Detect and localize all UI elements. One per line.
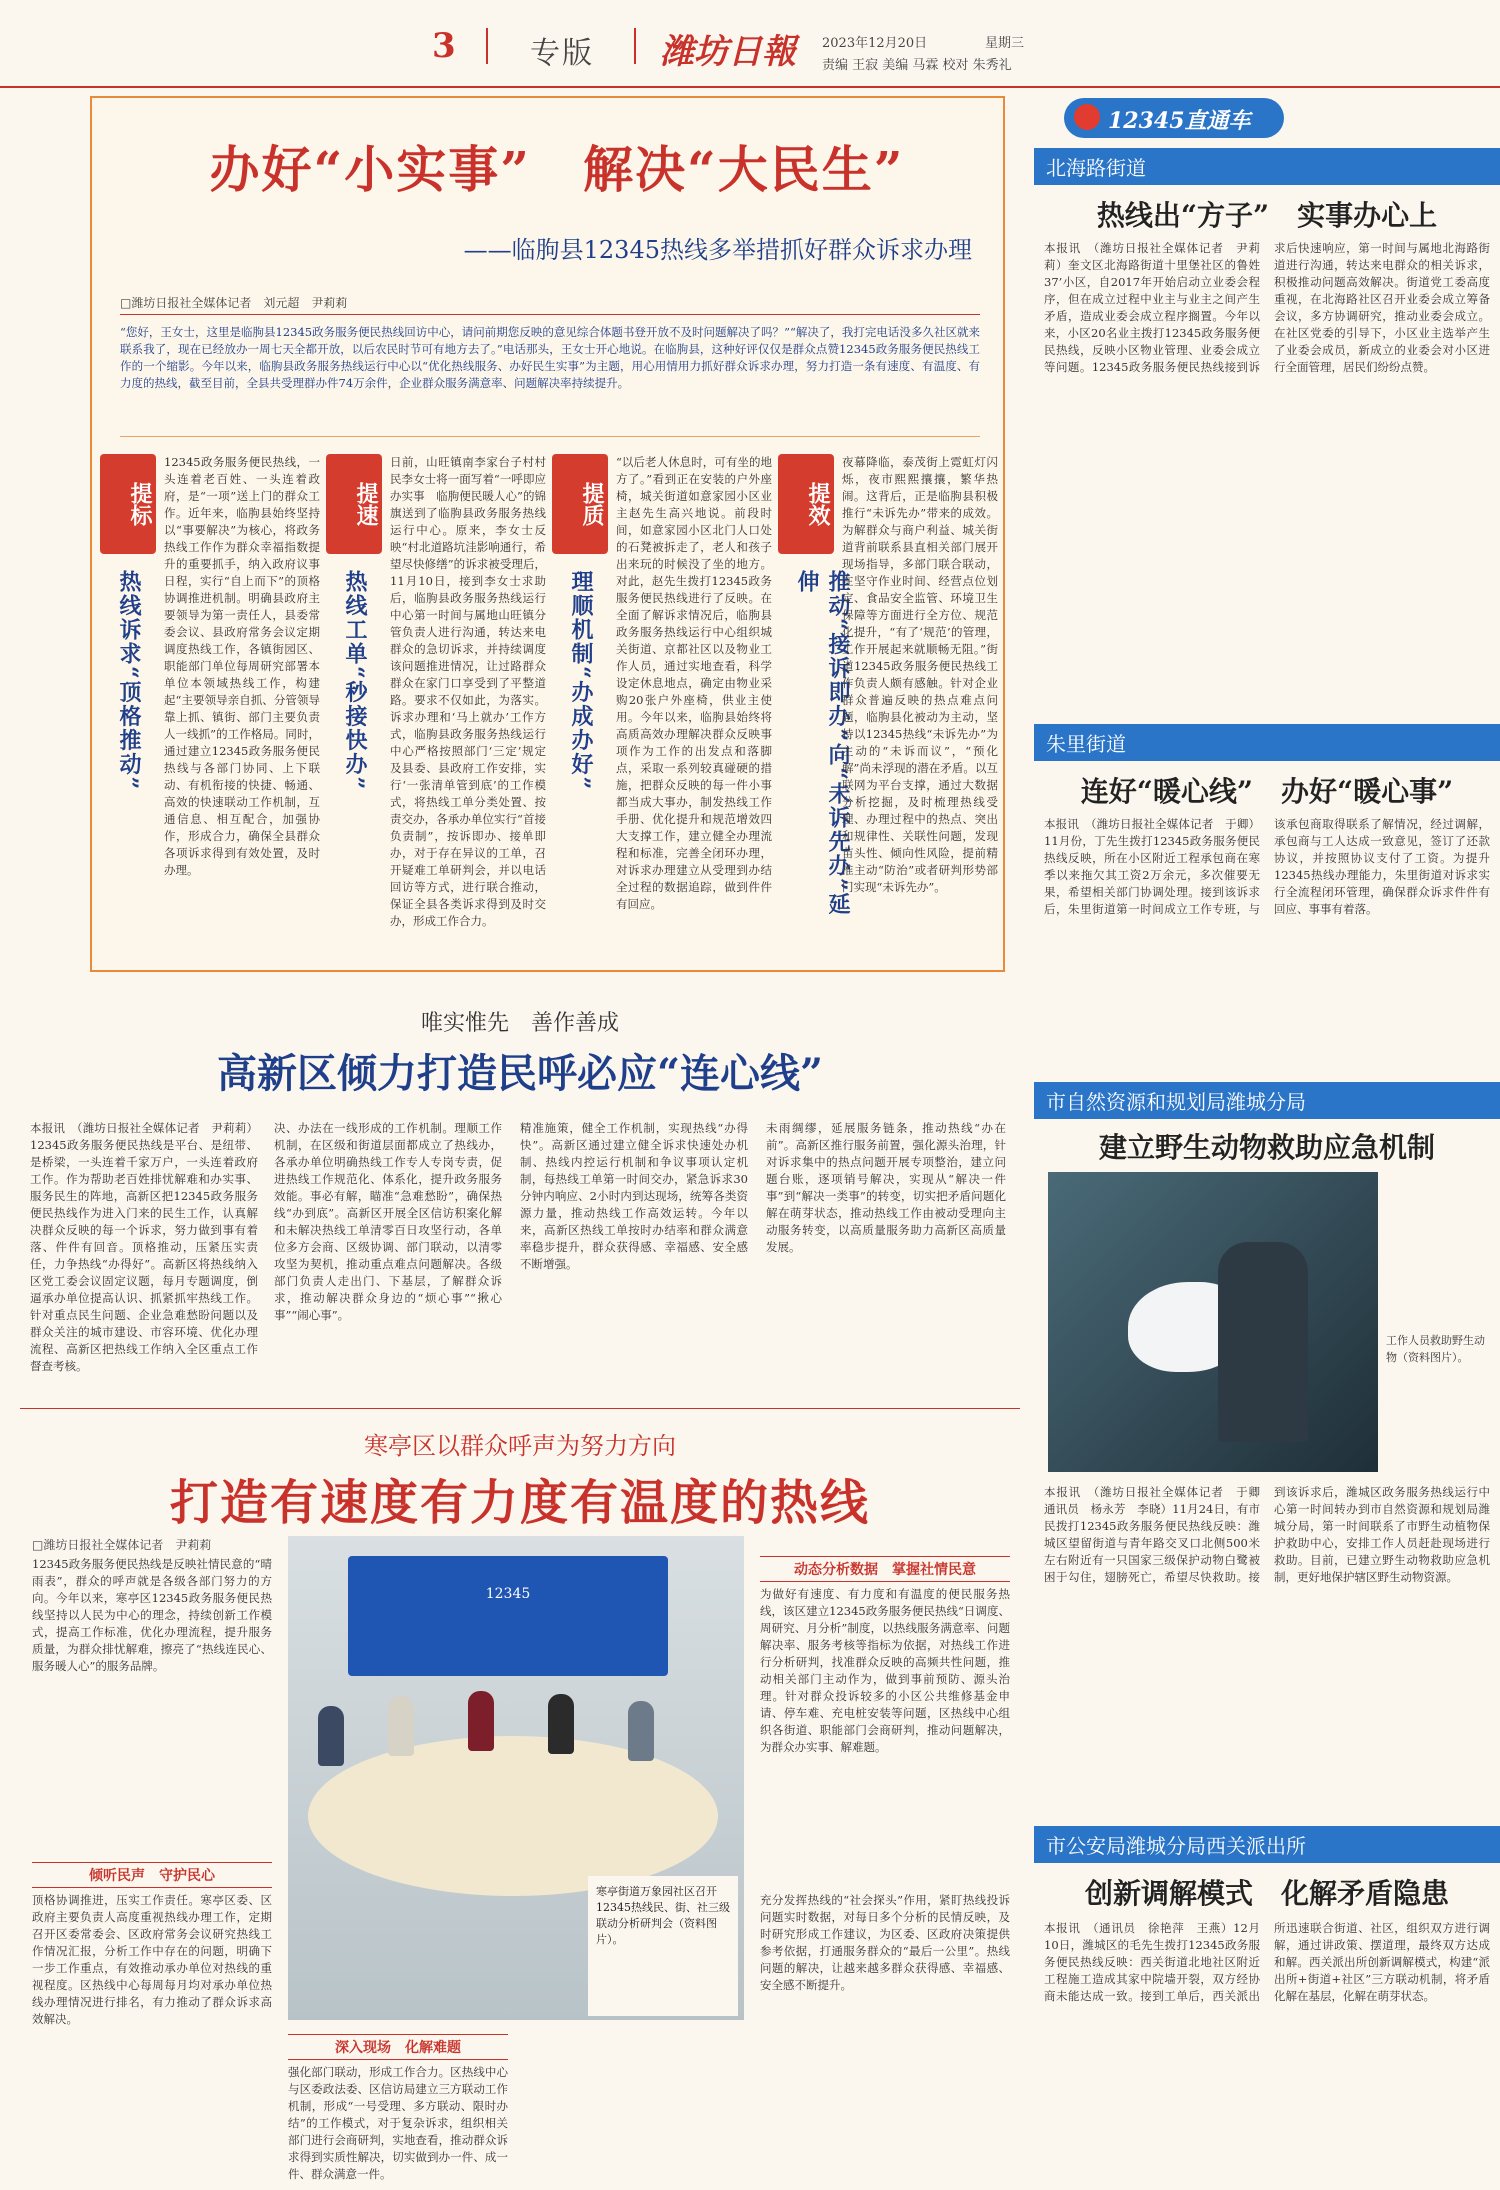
- story-title: 建立野生动物救助应急机制: [1098, 1131, 1435, 1164]
- tag-column-4: [778, 454, 1000, 964]
- story-body: 本报讯 （潍坊日报社全媒体记者 于卿 通讯员 杨永芳 李晓）11月24日，有市民拨打12345政务服务便民热线反映：潍城区望留街道与青年路交叉口北侧500米左右附近有一只国家三级保护动物白鹭被困于勾住，翅膀死亡，希望尽快救助。接到该诉求后，潍城区政务服务热线运行中心第一时间转办到市自然资源和规划局潍城分局，第一时间联系了市野生动植物保护救助中心，安排工作人员赶赴现场进行救助。目前，已建立野生动物救助应急机制，更好地保护辖区野生动物资源。: [1044, 1485, 1490, 1584]
- story-district: 朱里街道: [1034, 724, 1500, 761]
- issue-date: 2023年12月20日: [822, 36, 928, 51]
- meeting-table: [308, 1736, 718, 1896]
- article-byline: □潍坊日报社全媒体记者 刘元超 尹莉莉: [120, 296, 348, 310]
- person: [628, 1701, 654, 1761]
- article-column: 决、办法在一线形成的工作机制。理顺工作机制，在区级和街道层面都成立了热线办，各承办单位明确热线工作专人专岗专责，促进热线工作规范化、体系化，提升政务服务效能。事必有解，瞄准“急难愁盼”，确保热线“办到底”。高新区开展全区信访积案化解和未解决热线工单清零百日攻坚行动，各单位多方会商、区级协调、部门联动，以清零攻坚为契机，推动重点难点问题解决。各级部门负责人走出门、下基层，了解群众诉求，推动解决群众身边的“烦心事”“揪心事”“闹心事”。: [274, 1121, 502, 1322]
- article-gaoxin: [20, 990, 1020, 1410]
- article-title: 打造有速度有力度有温度的热线: [169, 1475, 870, 1531]
- tag-column-1: [100, 454, 322, 964]
- article-byline: □潍坊日报社全媒体记者 尹莉莉: [32, 1538, 212, 1552]
- article-lead: “您好，王女士，这里是临朐县12345政务服务便民热线回访中心，请问前期您反映的意见综合体题书登开放不及时问题解决了吗？”“解决了，我打完电话没多久社区就来联系我了，现在已经放办一周七天全都开放，以后农民时节可有地方去了。”电话那头，王女士开心地说。在临朐县，这种好评仅仅是群众点赞12345政务服务便民热线工作的一个缩影。今年以来，临朐县政务服务热线运行中心以“优化热线服务、办好民生实事”为主题，用心用情用力抓好群众诉求办理，努力打造一条有速度、有温度、有力度的热线，截至目前，全县共受理群办件74万余件，企业群众服务满意率、问题解决率持续提升。: [120, 325, 980, 390]
- story-body: 本报讯 （通讯员 徐艳萍 王燕）12月10日，潍城区的毛先生拨打12345政务服务便民热线反映：西关街道北地社区附近工程施工造成其家中院墙开裂，双方经协商未能达成一致。接到工单后，西关派出所迅速联合街道、社区，组织双方进行调解，通过讲政策、摆道理，最终双方达成和解。西关派出所创新调解模式，构建“派出所+街道+社区”三方联动机制，将矛盾化解在基层，化解在萌芽状态。: [1044, 1921, 1490, 2003]
- tag-column-3: [552, 454, 774, 964]
- paper-logo: 潍坊日報: [660, 32, 796, 72]
- tag-body: 12345政务服务便民热线，一头连着老百姓、一头连着政府，是“一项”送上门的群众工作。近年来，临朐县始终坚持以“事要解决”为核心，将政务热线工作作为群众幸福指数提升的重要抓手，纳入政府议事日程，实行“自上而下”的顶格协调推进机制。明确县政府主要领导为第一责任人，县委常委会议、县政府常务会议定期调度热线工作，各镇街园区、职能部门单位每周研究部署本单位本领域热线工作，构建起“主要领导亲自抓、分管领导靠上抓、镇街、部门主要负责人一线抓”的工作格局。同时，通过建立12345政务服务便民热线与各部门协同、上下联动、有机衔接的快捷、畅通、高效的快速联动工作机制，互通信息、相互配合，加强协作，形成合力，确保全县群众各项诉求得到有效处置，及时办理。: [164, 455, 320, 877]
- article-subtitle: ——临朐县12345热线多举措抓好群众诉求办理: [463, 236, 972, 264]
- tag-body: 夜幕降临，泰茂街上霓虹灯闪烁，夜市熙熙攘攘，繁华热闹。这背后，正是临朐县积极推行“未诉先办”带来的成效。为解群众与商户利益、城关街道背前联系县直相关部门展开现场指导，多部门联合联动，在坚守作业时间、经营点位划定、食品安全监管、环境卫生保障等方面进行全方位、规范化提升，“有了‘规范’的管理，工作开展起来就顺畅无阻。”街道12345政务服务便民热线工作负责人颇有感触。针对企业群众普遍反映的热点难点问题，临朐县化被动为主动，坚持以12345热线“未诉先办”为主动的“未诉而议”，“预化解”尚未浮现的潜在矛盾。以互联网为平台支撑，通过大数据分析挖掘，及时梳理热线受理、办理过程中的热点、突出和规律性、关联性问题，发现苗头性、倾向性风险，提前精准主动“防治”或者研判形势部门实现“未诉先办”。: [842, 455, 998, 894]
- tag-heading: 热线诉求“顶格推动”: [116, 570, 142, 792]
- page-number: 3: [432, 26, 456, 66]
- divider: [120, 314, 980, 315]
- meeting-photo: [288, 1536, 744, 2020]
- divider: [486, 28, 488, 64]
- photo-caption: 寒亭街道万象园社区召开12345热线民、街、社三级联动分析研判会（资料图片）。: [588, 1876, 738, 2016]
- tag-label: 提速: [326, 454, 382, 554]
- story-district: 北海路街道: [1034, 148, 1500, 185]
- tag-heading: 热线工单“秒接快办”: [342, 570, 368, 792]
- tag-body: 日前，山旺镇南李家台子村村民李女士将一面写着“一呼即应办实事 临朐便民暖人心”的锦旗送到了临朐县政务服务热线运行中心。原来，李女士反映“村北道路坑洼影响通行，希望尽快修缮”的诉求被受理后，11月10日，接到李女士求助后，临朐县政务服务热线运行中心第一时间与属地山旺镇分管负责人进行沟通，转达来电群众的急切诉求，并持续调度该问题推进情况，让过路群众群众在家门口享受到了平整道路。要求不仅如此，为落实。诉求办理和‘马上就办’工作方式，临朐县政务服务热线运行中心严格按照部门‘三定’规定及县委、县政府工作安排，实行‘一张清单管到底’的工作模式，将热线工单分类处置、按责交办，各承办单位实行“首接负责制”，按诉即办、接单即办，对于存在异议的工单，召开疑难工单研判会，并以电话回访等方式，进行联合推动，保证全县各类诉求得到及时交办，形成工作合力。: [390, 455, 546, 928]
- article-title: 办好“小实事” 解决“大民生”: [209, 140, 905, 199]
- section-name: 专版: [530, 36, 594, 71]
- article-kicker: 寒亭区以群众呼声为努力方向: [364, 1432, 676, 1460]
- tag-label: 提质: [552, 454, 608, 554]
- article-column: 12345政务服务便民热线是反映社情民意的“晴雨表”，群众的呼声就是各级各部门努力的方向。今年以来，寒亭区12345政务服务便民热线坚持以人民为中心的理念，持续创新工作模式，提高工作标准，优化办理流程，提升服务质量，为群众排忧解难，擦亮了“热线连民心、服务暖人心”的服务品牌。: [32, 1557, 272, 1673]
- person: [548, 1694, 574, 1754]
- person: [388, 1696, 414, 1756]
- page-header: [0, 0, 1500, 88]
- tag-label: 提标: [100, 454, 156, 554]
- photo-caption: 工作人员救助野生动物（资料图片）。: [1386, 1334, 1485, 1364]
- story-title: 创新调解模式 化解矛盾隐患: [1084, 1877, 1449, 1910]
- banner-text: 12345直通车: [1108, 108, 1251, 134]
- tag-heading: 推动“接诉即办”向“未诉先办”延伸: [794, 570, 851, 917]
- divider: [120, 436, 980, 437]
- story-body: 本报讯 （潍坊日报社全媒体记者 尹莉莉）奎文区北海路街道十里堡社区的鲁姓37’小区，自2017年开始启动立业委会程序，但在成立过程中业主与业主之间产生矛盾，造成业委会成立程序搁置。今年以来，小区20名业主拨打12345政务服务便民热线，反映小区物业管理、业委会成立等问题。12345政务服务便民热线接到诉求后快速响应，第一时间与属地北海路街道进行沟通，转达来电群众的相关诉求，积极推动问题高效解决。街道党工委高度重视，在北海路社区召开业委会成立筹备会议，多方协调研究，推动业委会成立。在社区党委的引导下，小区业主选举产生了业委会成员，新成立的业委会对小区进行全面管理，居民们纷纷点赞。: [1044, 241, 1490, 374]
- article-kicker: 唯实惟先 善作善成: [420, 1011, 619, 1036]
- tag-heading: 理顺机制“办成办好”: [568, 570, 594, 792]
- article-column: 精准施策，健全工作机制，实现热线“办得快”。高新区通过建立健全诉求快速处办机制、热线内控运行机制和争议事项认定机制，每热线工单第一时间交办，紧急诉求30分钟内响应、2小时内到达现场，统筹各类资源力量，推动热线工作高效运转。今年以来，高新区热线工单按时办结率和群众满意率稳步提升，群众获得感、幸福感、安全感不断增强。: [520, 1121, 748, 1271]
- subheading: 倾听民声 守护民心: [32, 1862, 272, 1888]
- article-column: 为做好有速度、有力度和有温度的便民服务热线，该区建立12345政务服务便民热线“日调度、周研究、月分析”制度，以热线服务满意率、问题解决率、服务考核等指标为依据，对热线工作进行分析研判，找准群众反映的高频共性问题，推动相关部门主动作为，做到事前预防、源头治理。针对群众投诉较多的小区公共维修基金申请、停车难、充电桩安装等问题，区热线中心组织各街道、职能部门会商研判，推动问题解决，为群众办实事、解难题。: [760, 1587, 1010, 1754]
- tag-body: “以后老人休息时，可有坐的地方了。”看到正在安装的户外座椅，城关街道如意家园小区业主赵先生高兴地说。前段时间，如意家园小区北门人口处的石凳被拆走了，老人和孩子出来玩的时候没了坐的地方。对此，赵先生拨打12345政务服务便民热线进行了反映。在全面了解诉求情况后，临朐县政务服务热线运行中心组织城关街道、京都社区以及物业工作人员，通过实地查看，科学设定休息地点，确定由物业采购20张户外座椅，供业主使用。今年以来，临朐县始终将高质高效办理解决群众反映事项作为工作的出发点和落脚点，采取一系列较真碰硬的措施，把群众反映的每一件小事都当成大事办，制发热线工作手册、优化提升和规范增效四大支撑工作，建立健全办理流程和标准，完善全闭环办理，对诉求办理建立从受理到办结全过程的数据追踪，做到件件有回应。: [616, 455, 772, 911]
- divider: [20, 1408, 1020, 1409]
- divider: [634, 28, 636, 64]
- story-district: 市公安局潍城分局西关派出所: [1034, 1826, 1500, 1863]
- article-hanting: [20, 1418, 1020, 2188]
- article-linqu: [90, 96, 1005, 972]
- person: [318, 1706, 344, 1766]
- tag-column-2: [326, 454, 548, 964]
- story-title: 连好“暖心线” 办好“暖心事”: [1080, 775, 1454, 808]
- weekday: 星期三: [985, 36, 1025, 51]
- person: [468, 1691, 494, 1751]
- article-column: 顶格协调推进，压实工作责任。寒亭区委、区政府主要负责人高度重视热线办理工作，定期召开区委常委会、区政府常务会议研究热线工作情况汇报，分析工作中存在的问题，明确下一步工作重点，有效推动承办单位对热线的重视程度。区热线中心每周每月均对承办单位热线办理情况进行排名，有力推动了群众诉求高效解决。: [32, 1893, 272, 2026]
- tag-label: 提效: [778, 454, 834, 554]
- story-body: 本报讯 （潍坊日报社全媒体记者 于卿）11月份，丁先生拨打12345政务服务便民热线反映，所在小区附近工程承包商在寒季以来拖欠其工资2万余元，多次催要无果，希望相关部门协调处理。接到该诉求后，朱里街道第一时间成立工作专班，与该承包商取得联系了解情况，经过调解，承包商与工人达成一致意见，签订了还款协议，并按照协议支付了工资。为提升12345热线办理能力，朱里街道对诉求实行全流程闭环管理，确保群众诉求件件有回应、事事有着落。: [1044, 817, 1490, 916]
- subheading: 动态分析数据 掌握社情民意: [760, 1556, 1010, 1582]
- article-title: 高新区倾力打造民呼必应“连心线”: [216, 1050, 823, 1097]
- sidebar-banner: [1064, 98, 1284, 138]
- screen-banner: 12345: [348, 1556, 668, 1676]
- rescue-photo: [1048, 1172, 1378, 1472]
- header-rule: [0, 86, 1500, 88]
- rescuer: [1218, 1242, 1308, 1442]
- phone-icon: [1074, 104, 1100, 130]
- article-column: 强化部门联动，形成工作合力。区热线中心与区委政法委、区信访局建立三方联动工作机制，形成“一号受理、多方联动、限时办结”的工作模式，对于复杂诉求，组织相关部门进行会商研判，实地查看，推动群众诉求得到实质性解决，切实做到办一件、成一件、群众满意一件。: [288, 2065, 508, 2181]
- editors: 责编 王寂 美编 马霖 校对 朱秀礼: [822, 58, 1012, 73]
- article-column: 本报讯 （潍坊日报社全媒体记者 尹莉莉）12345政务服务便民热线是平台、是纽带、是桥梁，一头连着千家万户，一头连着政府工作。作为帮助老百姓排忧解难和办实事、服务民生的阵地，高新区把12345政务服务便民热线作为进入门来的民生工作，认真解决群众反映的每一个诉求，努力做到事有着落、件件有回音。顶格推动，压紧压实责任，力争热线“办得好”。高新区将热线纳入区党工委会议固定议题，每月专题调度，倒逼承办单位提高认识、抓紧抓牢热线工作。针对重点民生问题、企业急难愁盼问题以及群众关注的城市建设、市容环境、优化办理流程、高新区把热线工作纳入全区重点工作督查考核。: [30, 1121, 258, 1373]
- article-column: 充分发挥热线的“社会探头”作用，紧盯热线投诉问题实时数据，对每日多个分析的民情反映，及时研究形成工作建议，为区委、区政府决策提供参考依据，打通服务群众的“最后一公里”。热线问题的解决，让越来越多群众获得感、幸福感、安全感不断提升。: [760, 1893, 1010, 1992]
- story-title: 热线出“方子” 实事办心上: [1096, 199, 1438, 232]
- article-column: 未雨绸缪，延展服务链条，推动热线“办在前”。高新区推行服务前置，强化源头治理，针对诉求集中的热点问题开展专项整治，建立问题台账，逐项销号解决，实现从“解决一件事”到“解决一类事”的转变，切实把矛盾问题化解在萌芽状态，推动热线工作由被动受理向主动服务转变，以高质量服务助力高新区高质量发展。: [766, 1121, 1006, 1254]
- subheading: 深入现场 化解难题: [288, 2034, 508, 2060]
- sidebar: [1034, 90, 1500, 2190]
- story-district: 市自然资源和规划局潍城分局: [1034, 1082, 1500, 1119]
